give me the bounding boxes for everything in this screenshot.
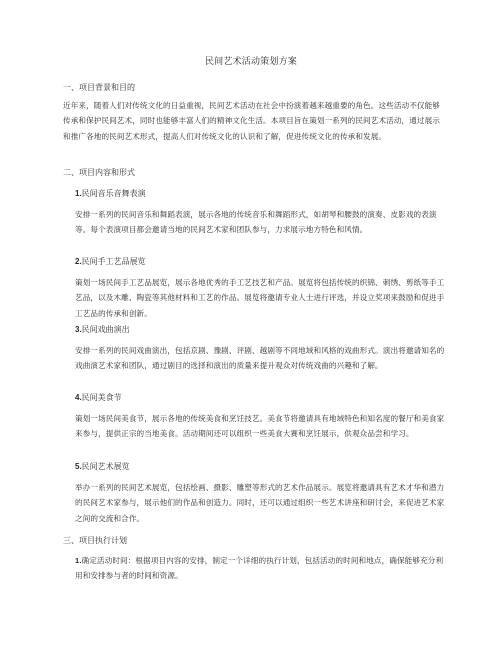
item-heading-art-exhibition bbox=[75, 461, 130, 472]
item-paragraph-art-exhibition: 举办一系列的民间艺术展览，包括绘画、摄影、雕塑等形式的艺术作品展示。展览将邀请具有艺术才华和潜力的民间艺术家参与，展示他们的作品和创造力。同时，还可以通过组织一些艺术讲座和研讨会，来促进艺术家之间的交流和合作。 bbox=[75, 483, 445, 523]
section-heading-background: 一、项目背景和目的 bbox=[63, 83, 135, 92]
item-paragraph-opera: 安排一系列的民间戏曲演出，包括京剧、豫剧、评剧、越剧等不同地域和风格的戏曲形式。演出将邀请知名的戏曲演艺术家和团队，通过剧目的选择和演出的质量来提升观众对传统戏曲的兴趣和了解。 bbox=[75, 346, 445, 371]
item-title: 民间美食节 bbox=[81, 393, 122, 402]
item-title: 民间音乐音舞表演 bbox=[81, 189, 146, 198]
item-heading-handicraft bbox=[75, 256, 146, 267]
item-number: 1. bbox=[75, 189, 82, 198]
item-number: 4. bbox=[75, 393, 82, 402]
item-heading-opera bbox=[75, 324, 130, 335]
document-title: 民间艺术活动策划方案 bbox=[204, 57, 297, 67]
item-heading-music-dance bbox=[75, 188, 146, 199]
item-paragraph-food-festival: 策划一场民间美食节，展示各地的传统美食和烹饪技艺。美食节将邀请具有地域特色和知名度的餐厅和美食家来参与，提供正宗的当地美食。活动期间还可以组织一些美食大赛和烹饪展示，供观众品尝和学习。 bbox=[75, 414, 445, 439]
item-title: 民间手工艺品展览 bbox=[81, 257, 146, 266]
item-paragraph-music-dance: 安排一系列的民间音乐和舞蹈表演，展示各地的传统音乐和舞蹈形式，如胡琴和腰鼓的演奏、皮影戏的表演等。每个表演项目都会邀请当地的民间艺术家和团队参与，力求展示地方特色和风情。 bbox=[75, 210, 437, 235]
section-heading-plan: 三、项目执行计划 bbox=[63, 536, 127, 545]
item-number: 1. bbox=[75, 556, 82, 565]
item-number: 2. bbox=[75, 257, 82, 266]
item-title: 民间艺术展览 bbox=[81, 462, 130, 471]
item-paragraph-handicraft: 策划一场民间手工艺品展览，展示各地优秀的手工艺技艺和产品。展览将包括传统的织锦、刺绣、剪纸等手工艺品，以及木雕、陶瓷等其他材料和工艺的作品。展览将邀请专业人士进行评选，并设立奖项来鼓励和促进手工艺品的传承和创新。 bbox=[75, 278, 445, 318]
item-heading-food-festival bbox=[75, 392, 122, 403]
section-heading-content: 二、项目内容和形式 bbox=[63, 168, 135, 177]
item-number: 3. bbox=[75, 325, 82, 334]
section-paragraph-background: 近年来，随着人们对传统文化的日益重视，民间艺术活动在社会中扮演着越来越重要的角色。这些活动不仅能够传承和保护民间艺术，同时也能够丰富人们的精神文化生活。本项目旨在策划一系列的民间艺术活动，通过展示和推广各地的民间艺术形式，提高人们对传统文化的认识和了解，促进传统文化的传承和发展。 bbox=[63, 101, 440, 141]
item-paragraph-schedule bbox=[75, 553, 447, 584]
item-text: 确定活动时间：根据项目内容的安排，制定一个详细的执行计划，包括活动的时间和地点，确保能够充分利用和安排参与者的时间和资源。 bbox=[75, 556, 444, 581]
item-title: 民间戏曲演出 bbox=[81, 325, 130, 334]
item-number: 5. bbox=[75, 462, 82, 471]
